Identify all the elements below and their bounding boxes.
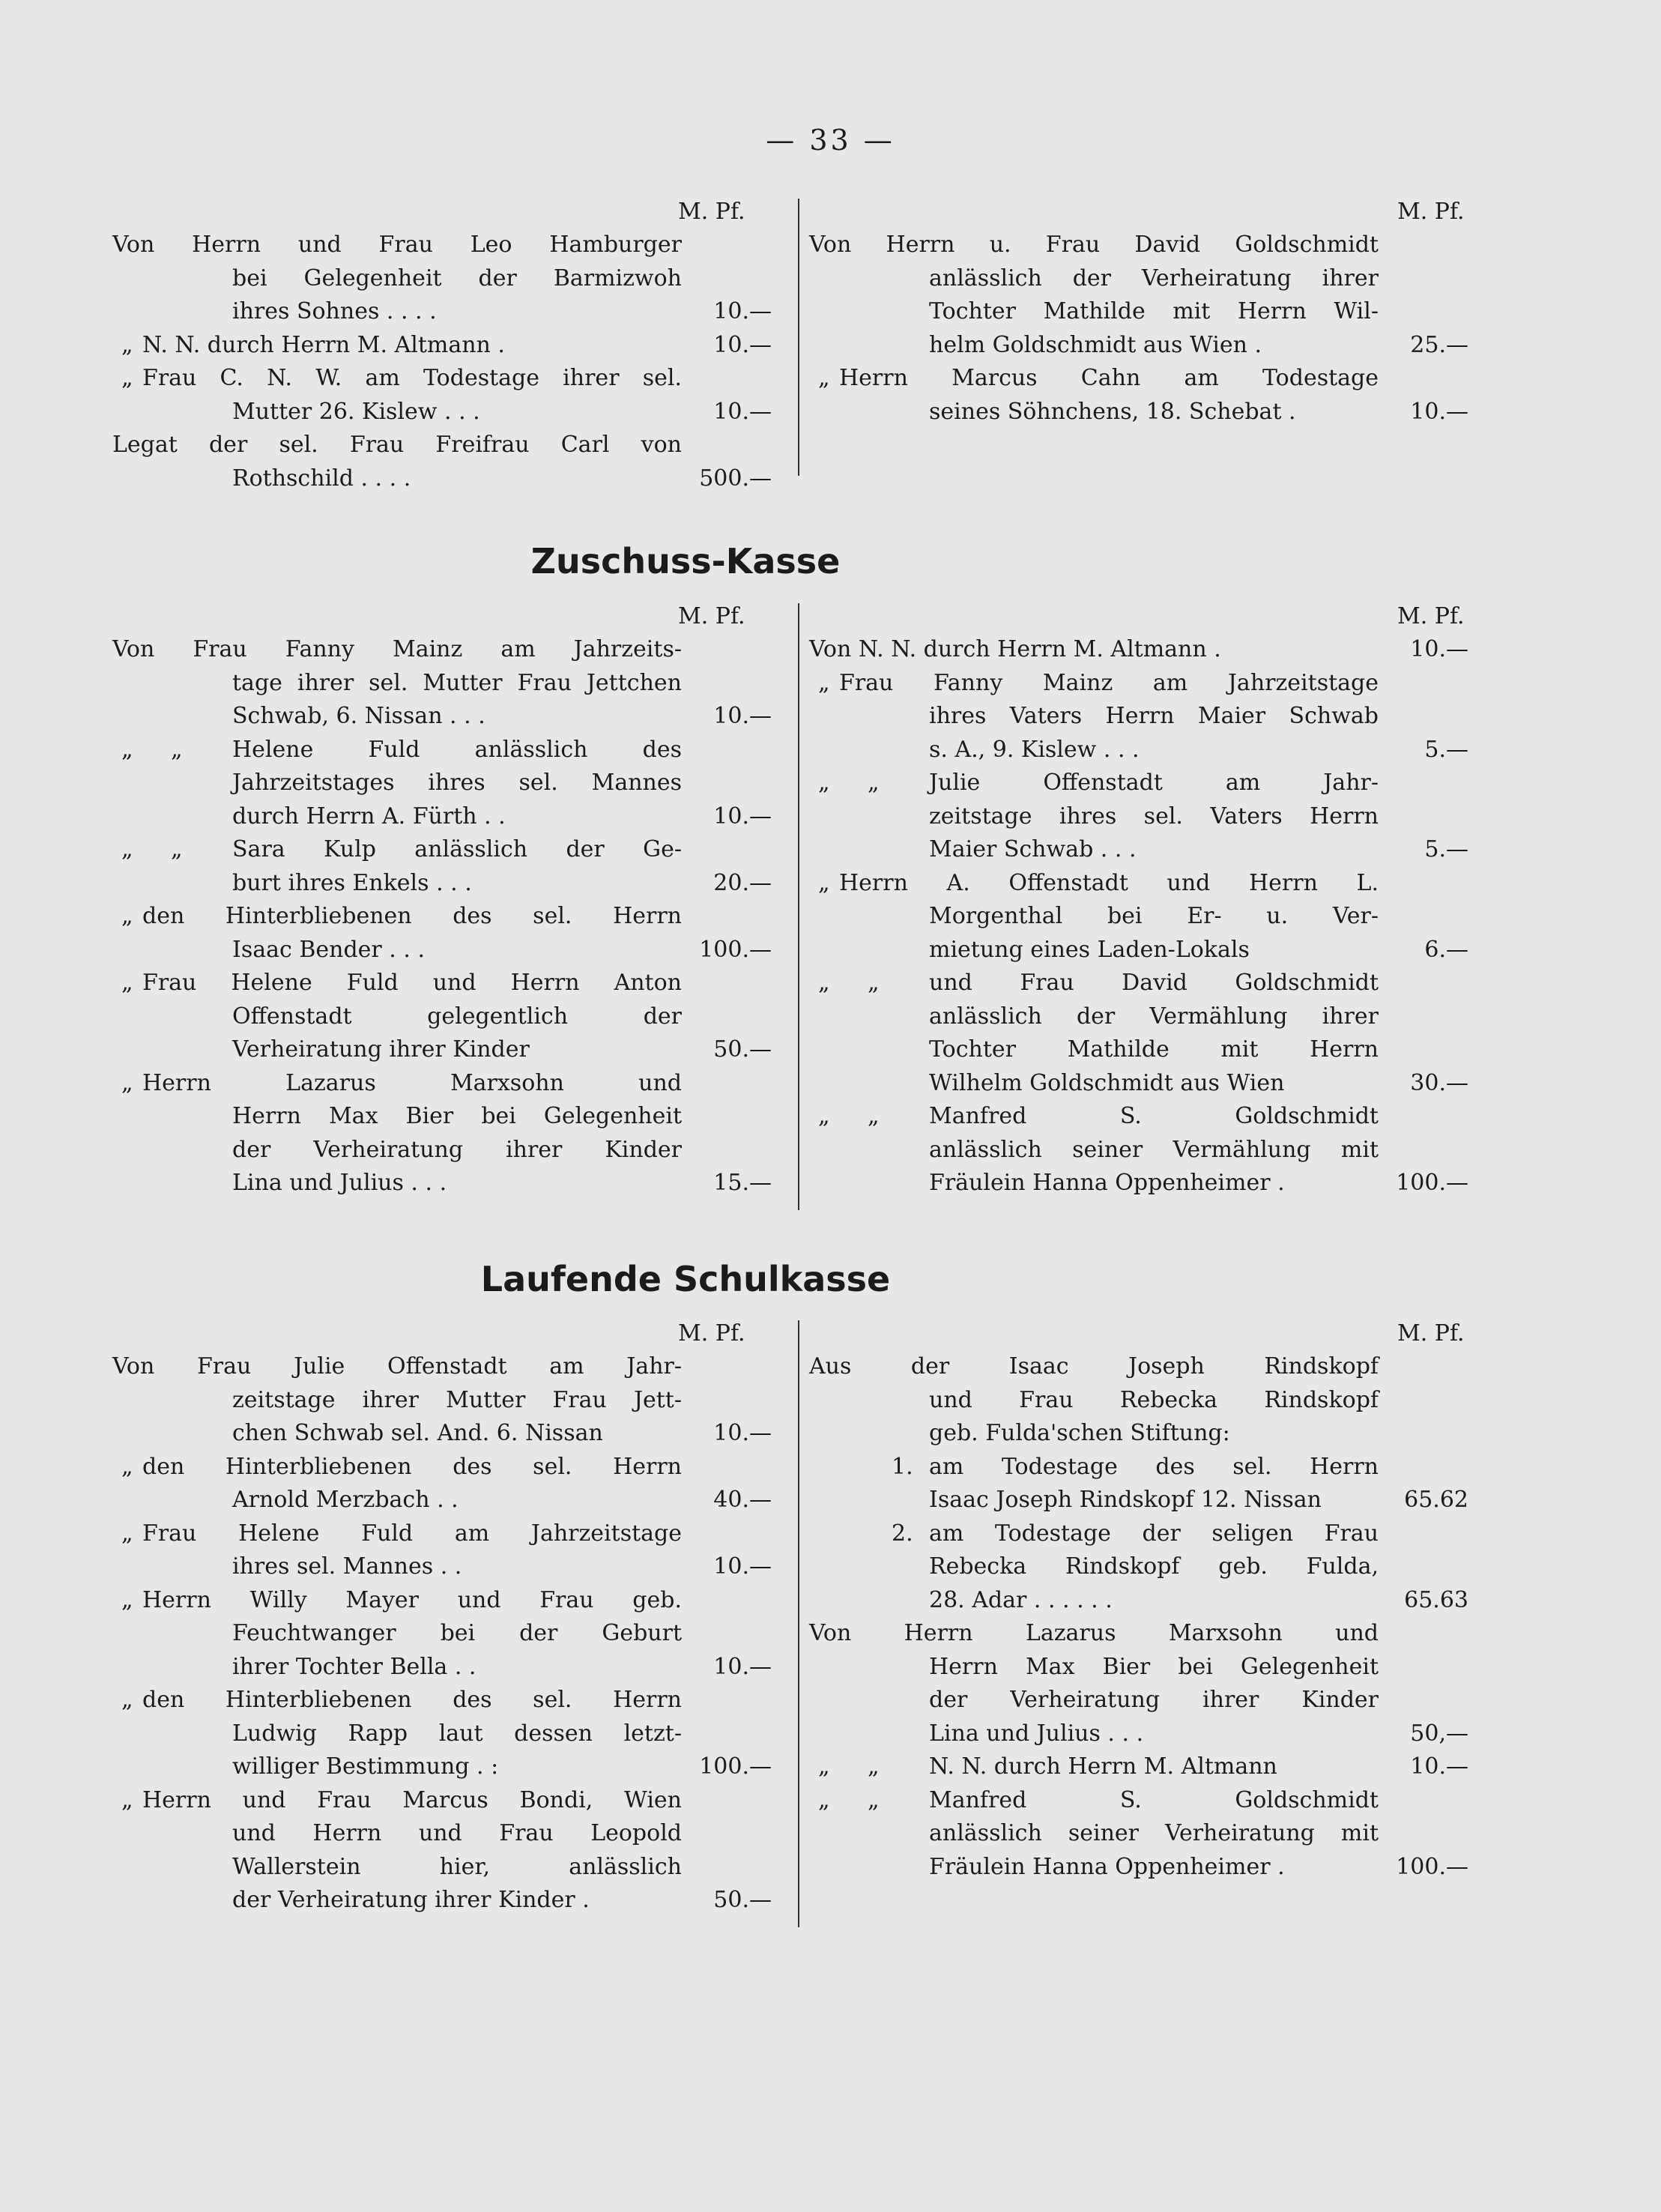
entry-text: der Verheiratung ihrer Kinder — [929, 1687, 1379, 1713]
ditto-mark: „ — [121, 1520, 133, 1547]
entry-text: 28. Adar . . . . . . — [929, 1586, 1113, 1613]
entry-line — [112, 800, 772, 834]
entry-text: zeitstage ihres sel. Vaters Herrn — [929, 803, 1379, 830]
item-number: 2. — [892, 1520, 913, 1547]
entry-amount: 65.62 — [1404, 1487, 1468, 1513]
entry-text: williger Bestimmung . : — [232, 1753, 499, 1780]
entry-line — [112, 1651, 772, 1684]
entry-text: der Verheiratung ihrer Kinder . — [232, 1887, 590, 1913]
entry-line — [809, 295, 1468, 329]
ditto-mark: „ — [121, 736, 133, 763]
ledger-entry — [809, 362, 1468, 429]
entry-text: Offenstadt gelegentlich der — [232, 1003, 682, 1030]
entry-amount: 100.— — [1396, 1170, 1468, 1196]
entry-text: den Hinterbliebenen des sel. Herrn — [142, 903, 682, 929]
entry-text: Von Frau Fanny Mainz am Jahrzeits- — [112, 636, 682, 662]
entry-line — [809, 934, 1468, 967]
section-title-zuschuss: Zuschuss-Kasse — [530, 541, 841, 581]
entry-text: Aus der Isaac Joseph Rindskopf — [809, 1353, 1379, 1380]
mpf-header-right: M. Pf. — [1397, 1320, 1465, 1347]
ditto-mark: „ — [818, 365, 830, 391]
entry-text: Sara Kulp anlässlich der Ge- — [232, 836, 682, 862]
column-divider — [798, 1320, 799, 1927]
right-column — [809, 1350, 1468, 1884]
entry-text: chen Schwab sel. And. 6. Nissan — [232, 1420, 603, 1446]
entry-text: Herrn Lazarus Marxsohn und — [142, 1069, 682, 1096]
entry-text: Isaac Joseph Rindskopf 12. Nissan — [929, 1487, 1322, 1513]
entry-line — [809, 1167, 1468, 1200]
right-column — [809, 633, 1468, 1200]
entry-text: Herrn Max Bier bei Gelegenheit — [232, 1103, 682, 1129]
ledger-entry — [809, 667, 1468, 767]
entry-amount: 65.63 — [1404, 1586, 1468, 1613]
entry-amount: 500.— — [699, 465, 772, 492]
entry-line — [809, 1684, 1468, 1717]
entry-text: Helene Fuld anlässlich des — [232, 736, 682, 763]
entry-amount: 10.— — [713, 1420, 772, 1446]
entry-text: Tochter Mathilde mit Herrn Wil- — [929, 298, 1379, 324]
entry-text: Jahrzeitstages ihres sel. Mannes — [232, 770, 682, 796]
ledger-entry — [112, 734, 772, 834]
entry-line — [112, 1484, 772, 1517]
entry-amount: 50.— — [713, 1887, 772, 1913]
entry-line — [809, 362, 1468, 396]
column-divider — [798, 199, 799, 476]
mpf-header-left: M. Pf. — [678, 603, 745, 629]
ditto-mark: „ — [171, 836, 183, 862]
entry-line — [809, 1100, 1468, 1134]
entry-text: Frau Helene Fuld und Herrn Anton — [142, 970, 682, 996]
entry-text: Von Herrn und Frau Leo Hamburger — [112, 232, 682, 258]
left-column — [112, 229, 772, 495]
entry-text: Herrn A. Offenstadt und Herrn L. — [839, 869, 1379, 896]
entry-line — [112, 1417, 772, 1451]
entry-line — [112, 329, 772, 363]
entry-text: Fräulein Hanna Oppenheimer . — [929, 1170, 1285, 1196]
entry-line — [809, 967, 1468, 1000]
entry-line — [112, 767, 772, 800]
entry-text: s. A., 9. Kislew . . . — [929, 736, 1140, 763]
entry-line — [112, 1684, 772, 1717]
entry-line — [809, 1517, 1468, 1551]
entry-amount: 50.— — [713, 1036, 772, 1063]
entry-line — [112, 262, 772, 296]
entry-line — [809, 1033, 1468, 1067]
entry-line — [809, 800, 1468, 834]
entry-amount: 10.— — [1410, 1753, 1468, 1780]
ditto-mark: „ — [171, 736, 183, 763]
ledger-entry — [809, 229, 1468, 362]
ledger-entry — [809, 1350, 1468, 1451]
entry-amount: 10.— — [713, 703, 772, 729]
mpf-header-left: M. Pf. — [678, 1320, 745, 1347]
entry-text: Isaac Bender . . . — [232, 936, 425, 963]
entry-line — [112, 934, 772, 967]
section-donations — [112, 199, 1483, 498]
entry-line — [809, 1784, 1468, 1818]
mpf-header-right: M. Pf. — [1397, 199, 1465, 225]
ditto-mark: „ — [868, 1753, 880, 1780]
entry-line — [112, 1000, 772, 1034]
ledger-entry — [112, 900, 772, 967]
ditto-mark: „ — [121, 331, 133, 358]
ledger-entry — [809, 633, 1468, 667]
entry-line — [112, 1384, 772, 1418]
entry-amount: 100.— — [699, 936, 772, 963]
entry-line — [809, 1550, 1468, 1584]
section-title-schulkasse: Laufende Schulkasse — [480, 1259, 891, 1299]
entry-line — [112, 429, 772, 462]
entry-text: Von N. N. durch Herrn M. Altmann . — [809, 636, 1221, 662]
entry-line — [809, 1417, 1468, 1451]
entry-text: helm Goldschmidt aus Wien . — [929, 331, 1262, 358]
entry-line — [112, 667, 772, 701]
ledger-entry — [809, 1617, 1468, 1750]
entry-text: Manfred S. Goldschmidt — [929, 1103, 1379, 1129]
entry-line — [809, 1817, 1468, 1851]
ledger-entry — [809, 867, 1468, 967]
entry-line — [112, 1550, 772, 1584]
entry-line — [112, 1517, 772, 1551]
entry-text: ihrer Tochter Bella . . — [232, 1653, 476, 1680]
entry-text: ihres sel. Mannes . . — [232, 1553, 462, 1580]
entry-line — [112, 900, 772, 934]
entry-line — [112, 1033, 772, 1067]
entry-line — [112, 1884, 772, 1918]
entry-line — [809, 734, 1468, 767]
ledger-entry — [112, 1350, 772, 1451]
entry-text: Frau C. N. W. am Todestage ihrer sel. — [142, 365, 682, 391]
entry-line — [112, 1584, 772, 1618]
entry-text: durch Herrn A. Fürth . . — [232, 803, 506, 830]
entry-text: anlässlich seiner Vermählung mit — [929, 1136, 1379, 1163]
entry-amount: 10.— — [713, 331, 772, 358]
entry-line — [809, 1350, 1468, 1384]
entry-line — [112, 1067, 772, 1101]
entry-line — [112, 362, 772, 396]
entry-amount: 10.— — [713, 1553, 772, 1580]
item-number: 1. — [892, 1453, 913, 1480]
entry-text: Verheiratung ihrer Kinder — [232, 1036, 530, 1063]
entry-line — [112, 1167, 772, 1200]
ledger-entry — [809, 1100, 1468, 1200]
entry-text: burt ihres Enkels . . . — [232, 869, 472, 896]
entry-amount: 5.— — [1424, 836, 1468, 862]
entry-text: Maier Schwab . . . — [929, 836, 1137, 862]
ditto-mark: „ — [868, 1786, 880, 1813]
entry-line — [809, 329, 1468, 363]
ditto-mark: „ — [121, 1586, 133, 1613]
ditto-mark: „ — [121, 1453, 133, 1480]
entry-line — [809, 1651, 1468, 1684]
ledger-entry — [809, 1750, 1468, 1784]
entry-line — [809, 833, 1468, 867]
ditto-mark: „ — [818, 1103, 830, 1129]
ditto-mark: „ — [818, 669, 830, 696]
ledger-entry — [112, 429, 772, 495]
ditto-mark: „ — [121, 1786, 133, 1813]
ledger-entry — [112, 1584, 772, 1684]
entry-line — [809, 667, 1468, 701]
ditto-mark: „ — [121, 836, 133, 862]
ditto-mark: „ — [818, 770, 830, 796]
entry-amount: 30.— — [1410, 1069, 1468, 1096]
ditto-mark: „ — [818, 1753, 830, 1780]
entry-text: Frau Helene Fuld am Jahrzeitstage — [142, 1520, 682, 1547]
entry-text: anlässlich der Verheiratung ihrer — [929, 265, 1379, 291]
ditto-mark: „ — [868, 1103, 880, 1129]
entry-line — [809, 262, 1468, 296]
ledger-entry — [112, 1517, 772, 1584]
entry-text: tage ihrer sel. Mutter Frau Jettchen — [232, 669, 682, 696]
entry-text: mietung eines Laden-Lokals — [929, 936, 1250, 963]
ditto-mark: „ — [121, 1687, 133, 1713]
entry-line — [112, 1851, 772, 1885]
entry-amount: 10.— — [713, 1653, 772, 1680]
entry-line — [809, 1451, 1468, 1484]
entry-text: seines Söhnchens, 18. Schebat . — [929, 398, 1296, 425]
mpf-header-left: M. Pf. — [678, 199, 745, 225]
entry-line — [809, 396, 1468, 429]
ditto-mark: „ — [868, 970, 880, 996]
entry-text: Herrn und Frau Marcus Bondi, Wien — [142, 1786, 682, 1813]
entry-line — [112, 833, 772, 867]
entry-line — [809, 229, 1468, 262]
entry-line — [809, 1750, 1468, 1784]
ledger-entry — [809, 967, 1468, 1100]
entry-line — [112, 229, 772, 262]
entry-line — [112, 1350, 772, 1384]
column-divider — [798, 603, 799, 1210]
ledger-entry — [809, 1784, 1468, 1885]
entry-text: den Hinterbliebenen des sel. Herrn — [142, 1453, 682, 1480]
ledger-entry — [112, 967, 772, 1067]
entry-line — [112, 1784, 772, 1818]
entry-text: Wallerstein hier, anlässlich — [232, 1853, 682, 1880]
entry-text: geb. Fulda'schen Stiftung: — [929, 1420, 1230, 1446]
entry-line — [809, 867, 1468, 901]
entry-text: Fräulein Hanna Oppenheimer . — [929, 1853, 1285, 1880]
entry-line — [112, 1717, 772, 1751]
ditto-mark: „ — [121, 903, 133, 929]
ditto-mark: „ — [868, 770, 880, 796]
ledger-entry — [112, 1784, 772, 1918]
ledger-entry — [112, 1067, 772, 1200]
entry-text: der Verheiratung ihrer Kinder — [232, 1136, 682, 1163]
ditto-mark: „ — [121, 1069, 133, 1096]
entry-text: Von Frau Julie Offenstadt am Jahr- — [112, 1353, 682, 1380]
entry-amount: 10.— — [713, 803, 772, 830]
entry-text: zeitstage ihrer Mutter Frau Jett- — [232, 1386, 682, 1413]
entry-amount: 20.— — [713, 869, 772, 896]
entry-line — [809, 1384, 1468, 1418]
entry-amount: 10.— — [1410, 636, 1468, 662]
ledger-entry — [112, 1684, 772, 1784]
entry-line — [112, 1134, 772, 1167]
entry-line — [809, 1617, 1468, 1651]
ledger-entry — [809, 767, 1468, 867]
entry-text: und Herrn und Frau Leopold — [232, 1820, 682, 1846]
section-zuschuss-kasse — [112, 603, 1483, 1218]
entry-line — [112, 734, 772, 767]
entry-line — [112, 633, 772, 667]
entry-amount: 25.— — [1410, 331, 1468, 358]
entry-text: Herrn Willy Mayer und Frau geb. — [142, 1586, 682, 1613]
entry-text: Schwab, 6. Nissan . . . — [232, 703, 485, 729]
section-laufende-schulkasse — [112, 1320, 1483, 1935]
entry-line — [112, 1451, 772, 1484]
entry-text: Lina und Julius . . . — [929, 1720, 1144, 1747]
entry-amount: 100.— — [1396, 1853, 1468, 1880]
entry-text: bei Gelegenheit der Barmizwoh — [232, 265, 682, 291]
entry-text: anlässlich der Vermählung ihrer — [929, 1003, 1379, 1030]
entry-line — [809, 1067, 1468, 1101]
entry-text: ihres Vaters Herrn Maier Schwab — [929, 703, 1379, 729]
entry-line — [112, 700, 772, 734]
entry-line — [809, 1584, 1468, 1618]
entry-text: Julie Offenstadt am Jahr- — [929, 770, 1379, 796]
entry-amount: 40.— — [713, 1487, 772, 1513]
entry-text: am Todestage der seligen Frau — [929, 1520, 1379, 1547]
entry-line — [809, 633, 1468, 667]
entry-line — [112, 867, 772, 901]
ledger-entry — [809, 1517, 1468, 1618]
left-column — [112, 633, 772, 1200]
ledger-entry — [112, 329, 772, 363]
entry-text: Legat der sel. Frau Freifrau Carl von — [112, 432, 682, 458]
entry-line — [112, 1617, 772, 1651]
entry-text: den Hinterbliebenen des sel. Herrn — [142, 1687, 682, 1713]
entry-text: Herrn Max Bier bei Gelegenheit — [929, 1653, 1379, 1680]
ditto-mark: „ — [818, 970, 830, 996]
entry-text: und Frau Rebecka Rindskopf — [929, 1386, 1379, 1413]
entry-amount: 10.— — [713, 398, 772, 425]
entry-text: Rebecka Rindskopf geb. Fulda, — [929, 1553, 1379, 1580]
entry-line — [809, 767, 1468, 800]
entry-line — [112, 967, 772, 1000]
entry-text: Wilhelm Goldschmidt aus Wien — [929, 1069, 1285, 1096]
entry-line — [112, 1750, 772, 1784]
entry-line — [809, 1484, 1468, 1517]
entry-text: ihres Sohnes . . . . — [232, 298, 437, 324]
entry-line — [112, 1817, 772, 1851]
ledger-entry — [112, 833, 772, 900]
ledger-entry — [809, 1451, 1468, 1517]
ledger-entry — [112, 229, 772, 329]
entry-text: am Todestage des sel. Herrn — [929, 1453, 1379, 1480]
entry-text: Rothschild . . . . — [232, 465, 411, 492]
page-number: — 33 — — [766, 124, 895, 157]
entry-text: Frau Fanny Mainz am Jahrzeitstage — [839, 669, 1379, 696]
right-column — [809, 229, 1468, 429]
ditto-mark: „ — [121, 365, 133, 391]
entry-line — [112, 462, 772, 496]
mpf-header-right: M. Pf. — [1397, 603, 1465, 629]
entry-amount: 50,— — [1410, 1720, 1468, 1747]
ledger-entry — [112, 362, 772, 429]
ditto-mark: „ — [121, 970, 133, 996]
entry-line — [112, 396, 772, 429]
entry-text: Tochter Mathilde mit Herrn — [929, 1036, 1379, 1063]
entry-line — [809, 700, 1468, 734]
entry-amount: 10.— — [1410, 398, 1468, 425]
entry-line — [809, 1851, 1468, 1885]
entry-line — [809, 900, 1468, 934]
entry-text: N. N. durch Herrn M. Altmann . — [142, 331, 505, 358]
ditto-mark: „ — [818, 1786, 830, 1813]
entry-text: anlässlich seiner Verheiratung mit — [929, 1820, 1379, 1846]
ledger-entry — [112, 1451, 772, 1517]
ledger-entry — [112, 633, 772, 734]
entry-text: Mutter 26. Kislew . . . — [232, 398, 480, 425]
entry-line — [112, 1100, 772, 1134]
entry-line — [809, 1717, 1468, 1751]
entry-text: Lina und Julius . . . — [232, 1170, 447, 1196]
entry-text: Manfred S. Goldschmidt — [929, 1786, 1379, 1813]
entry-text: Von Herrn Lazarus Marxsohn und — [809, 1620, 1379, 1646]
ditto-mark: „ — [818, 869, 830, 896]
left-column — [112, 1350, 772, 1918]
entry-text: und Frau David Goldschmidt — [929, 970, 1379, 996]
entry-amount: 6.— — [1424, 936, 1468, 963]
entry-amount: 15.— — [713, 1170, 772, 1196]
entry-text: Herrn Marcus Cahn am Todestage — [839, 365, 1379, 391]
entry-text: N. N. durch Herrn M. Altmann — [929, 1753, 1277, 1780]
entry-text: Ludwig Rapp laut dessen letzt- — [232, 1720, 682, 1747]
entry-line — [809, 1134, 1468, 1167]
entry-line — [809, 1000, 1468, 1034]
entry-text: Morgenthal bei Er- u. Ver- — [929, 903, 1379, 929]
entry-amount: 100.— — [699, 1753, 772, 1780]
entry-text: Feuchtwanger bei der Geburt — [232, 1620, 682, 1646]
entry-text: Arnold Merzbach . . — [232, 1487, 459, 1513]
entry-amount: 10.— — [713, 298, 772, 324]
entry-line — [112, 295, 772, 329]
entry-amount: 5.— — [1424, 736, 1468, 763]
entry-text: Von Herrn u. Frau David Goldschmidt — [809, 232, 1379, 258]
